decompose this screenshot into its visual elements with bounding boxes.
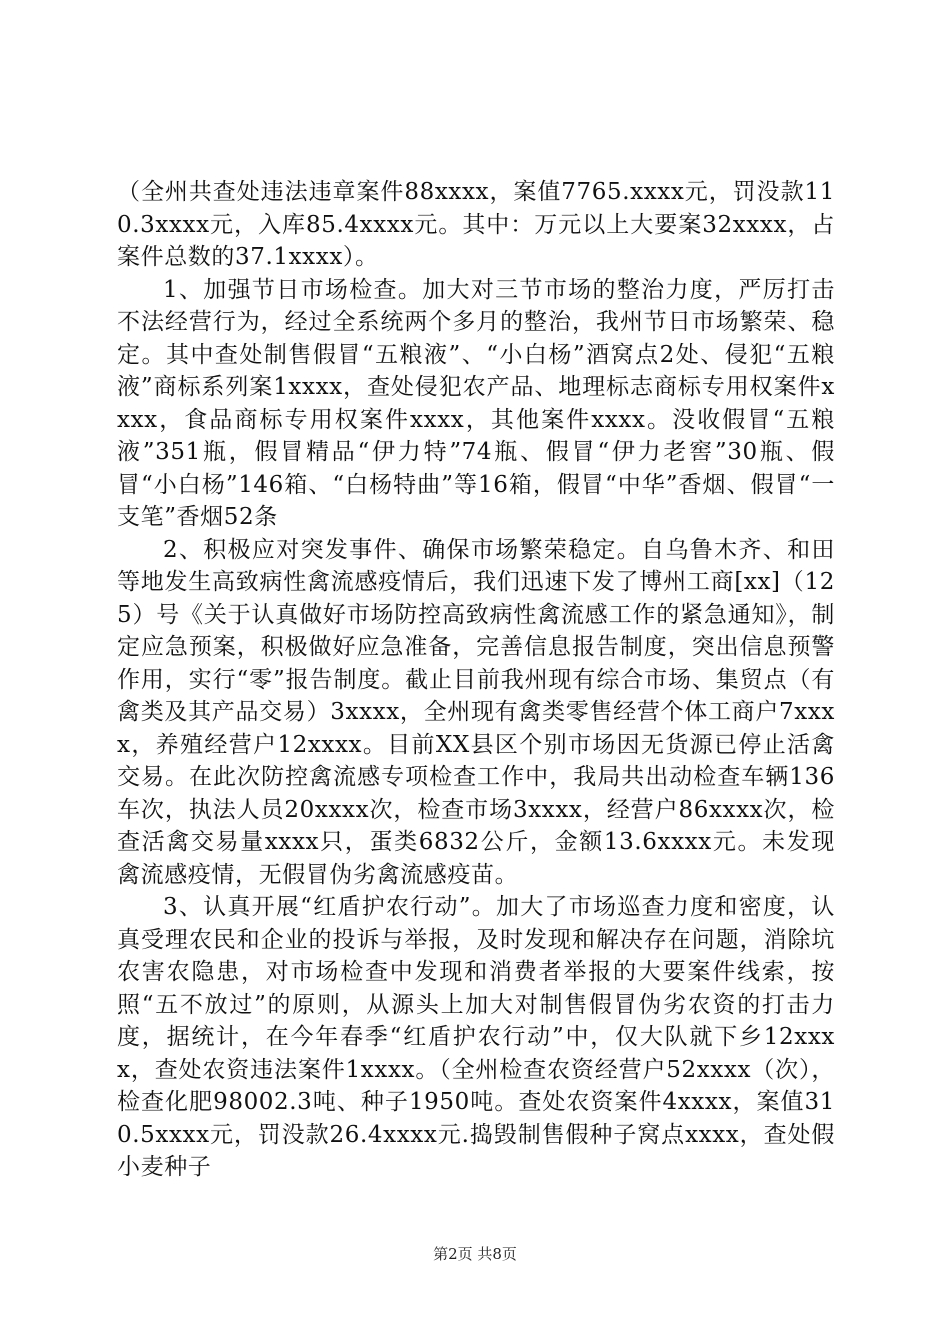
document-body xyxy=(117,176,835,1184)
paragraph-summary: （全州共查处违法违章案件88xxxx，案值7765.xxxx元，罚没款110.3xxxx元，入库85.4xxxx元。其中：万元以上大要案32xxxx，占案件总数的37.1xxxx）。 xyxy=(117,179,835,270)
paragraph-emergency-response: 2、积极应对突发事件、确保市场繁荣稳定。自乌鲁木齐、和田等地发生高致病性禽流感疫情后，我们迅速下发了博州工商[xx]（125）号《关于认真做好市场防控高致病性禽流感工作的紧急通知》，制定应急预案，积极做好应急准备，完善信息报告制度，突出信息预警作用，实行“零”报告制度。截止目前我州现有综合市场、集贸点（有禽类及其产品交易）3xxxx，全州现有禽类零售经营个体工商户7xxxx，养殖经营户12xxxx。目前XX县区个别市场因无货源已停止活禽交易。在此次防控禽流感专项检查工作中，我局共出动检查车辆136车次，执法人员20xxxx次，检查市场3xxxx，经营户86xxxx次，检查活禽交易量xxxx只，蛋类6832公斤，金额13.6xxxx元。未发现禽流感疫情，无假冒伪劣禽流感疫苗。 xyxy=(117,536,835,888)
paragraph-farm-protection: 3、认真开展“红盾护农行动”。加大了市场巡查力度和密度，认真受理农民和企业的投诉与举报，及时发现和解决存在问题，消除坑农害农隐患，对市场检查中发现和消费者举报的大要案件线索，按照“五不放过”的原则，从源头上加大对制售假冒伪劣农资的打击力度，据统计，在今年春季“红盾护农行动”中，仅大队就下乡12xxxx，查处农资违法案件1xxxx。（全州检查农资经营户52xxxx（次），检查化肥98002.3吨、种子1950吨。查处农资案件4xxxx，案值310.5xxxx元，罚没款26.4xxxx元.捣毁制售假种子窝点xxxx，查处假小麦种子 xyxy=(117,894,835,1180)
paragraph-holiday-market: 1、加强节日市场检查。加大对三节市场的整治力度，严厉打击不法经营行为，经过全系统两个多月的整治，我州节日市场繁荣、稳定。其中查处制售假冒“五粮液”、“小白杨”酒窝点2处、侵犯“五粮液”商标系列案1xxxx，查处侵犯农产品、地理标志商标专用权案件xxxx，食品商标专用权案件xxxx，其他案件xxxx。没收假冒“五粮液”351瓶，假冒精品“伊力特”74瓶、假冒“伊力老窖”30瓶、假冒“小白杨”146箱、“白杨特曲”等16箱，假冒“中华”香烟、假冒“一支笔”香烟52条 xyxy=(117,276,835,530)
page-footer: 第2页 共8页 xyxy=(433,1245,517,1263)
